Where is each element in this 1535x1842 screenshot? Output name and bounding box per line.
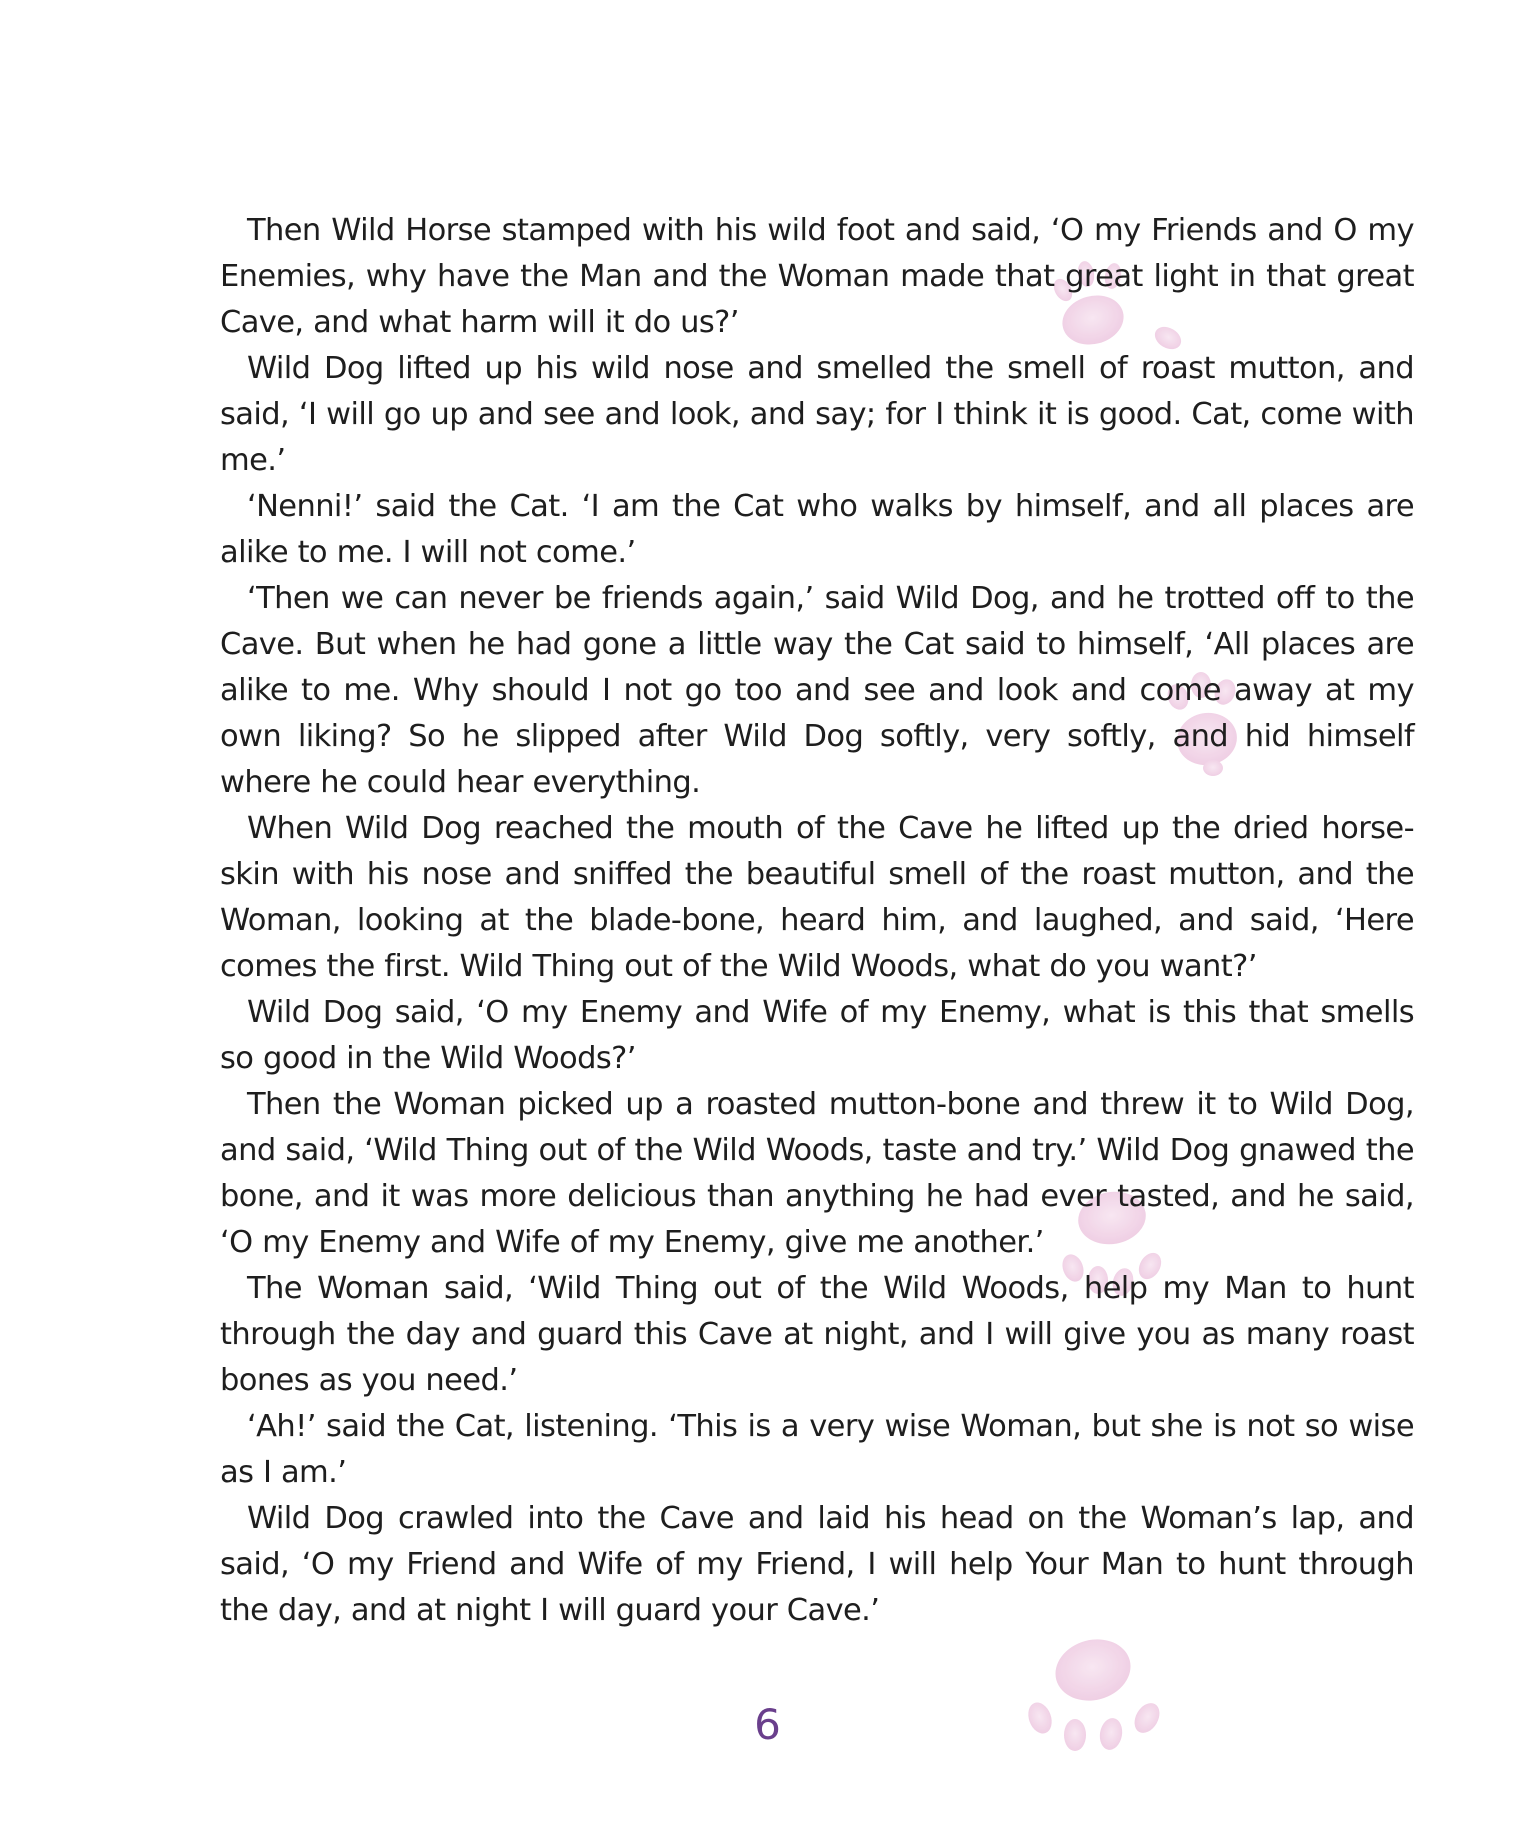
- story-paragraph: When Wild Dog reached the mouth of the Cave he lifted up the dried horse-skin with his nose and sniffed the beautiful smell of the roast mutton, and the Woman, looking at the blade-bone, heard him, and laughed, and said, ‘Here comes the first. Wild Thing out of the Wild Woods, what do you want?’: [220, 811, 1414, 984]
- page-number: 6: [754, 1700, 781, 1749]
- story-paragraph: Wild Dog crawled into the Cave and laid his head on the Woman’s lap, and said, ‘O my Friend and Wife of my Friend, I will help Your Man to hunt through the day, and at night I will guard your Cave.’: [220, 1501, 1414, 1628]
- story-paragraph: The Woman said, ‘Wild Thing out of the Wild Woods, help my Man to hunt through the day and guard this Cave at night, and I will give you as many roast bones as you need.’: [220, 1271, 1414, 1398]
- story-paragraph: Then Wild Horse stamped with his wild foot and said, ‘O my Friends and O my Enemies, why have the Man and the Woman made that great light in that great Cave, and what harm will it do us?’: [220, 213, 1414, 340]
- story-text: [220, 208, 1414, 1634]
- story-paragraph: ‘Nenni!’ said the Cat. ‘I am the Cat who walks by himself, and all places are alike to me. I will not come.’: [220, 489, 1414, 570]
- story-paragraph: Wild Dog said, ‘O my Enemy and Wife of my Enemy, what is this that smells so good in the Wild Woods?’: [220, 995, 1414, 1076]
- story-paragraph: ‘Then we can never be friends again,’ said Wild Dog, and he trotted off to the Cave. But when he had gone a little way the Cat said to himself, ‘All places are alike to me. Why should I not go too and see and look and come away at my own liking? So he slipped after Wild Dog softly, very softly, and hid himself where he could hear everything.: [220, 581, 1414, 800]
- story-paragraph: Wild Dog lifted up his wild nose and smelled the smell of roast mutton, and said, ‘I will go up and see and look, and say; for I think it is good. Cat, come with me.’: [220, 351, 1414, 478]
- story-paragraph: ‘Ah!’ said the Cat, listening. ‘This is a very wise Woman, but she is not so wise as I am.’: [220, 1409, 1414, 1490]
- story-paragraph: Then the Woman picked up a roasted mutton-bone and threw it to Wild Dog, and said, ‘Wild Thing out of the Wild Woods, taste and try.’ Wild Dog gnawed the bone, and it was more delicious than anything he had ever tasted, and he said, ‘O my Enemy and Wife of my Enemy, give me another.’: [220, 1087, 1414, 1260]
